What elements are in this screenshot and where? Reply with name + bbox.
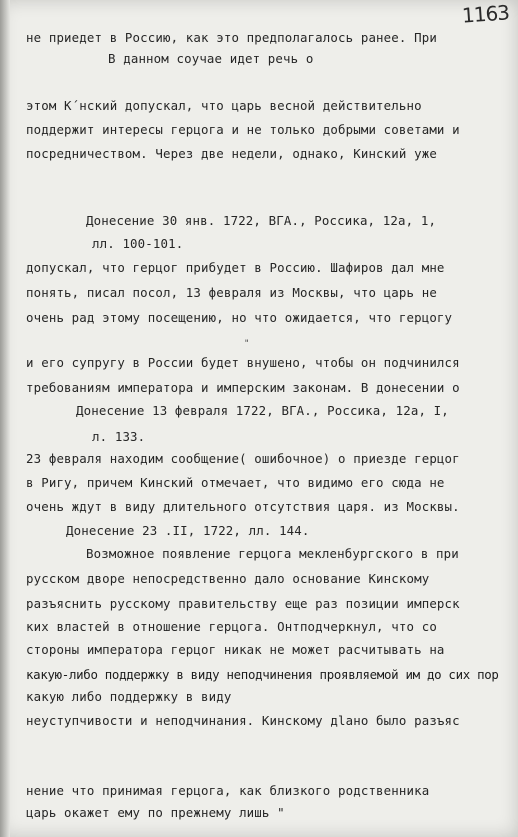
text-line: допускал, что герцог прибудет в Россию. Шафиров дал мне (26, 260, 445, 275)
folio-number: 1163 (461, 0, 510, 28)
footnote-line: л. 133. (92, 429, 146, 444)
footnote-line: Донесение 30 янв. 1722, ВГА., Россика, 12а, 1, (86, 213, 437, 228)
text-line: Возможное появление герцога мекленбургского в при (86, 546, 459, 561)
text-line: какую либо поддержку в виду (26, 689, 232, 704)
text-line: неуступчивости и неподчинания. Кинскому дlано было разъяс (26, 713, 460, 728)
overtyped-line: какую-либо поддержку в виду неподчинения проявляемой им до сих пор (26, 667, 499, 682)
text-line: этом К´нский допускал, что царь весной действительно (26, 98, 422, 113)
text-line: не приедет в Россию, как это предполагалось ранее. При (26, 30, 437, 45)
text-line: понять, писал посол, 13 февраля из Москвы, что царь не (26, 285, 437, 300)
text-line: нение что принимая герцога, как близкого родственника (26, 783, 430, 798)
footnote-line: Донесение 23 .II, 1722, лл. 144. (66, 523, 310, 538)
text-line: требованиям императора и имперским законам. В донесении о (26, 380, 460, 395)
text-line: русском дворе непосредственно дало основание Кинскому (26, 571, 430, 586)
text-line: очень ждут в виду длительного отсутствия царя. из Москвы. (26, 499, 460, 514)
text-line: 23 февраля находим сообщение( ошибочное) о приезде герцог (26, 451, 460, 466)
text-line: в Ригу, причем Кинский отмечает, что видимо его сюда не (26, 475, 445, 490)
stray-mark: " (244, 339, 250, 349)
text-line: В данном соучае идет речь о (108, 51, 314, 66)
scan-edge (0, 0, 10, 837)
footnote-line: лл. 100-101. (92, 236, 184, 251)
text-line: ких властей в отношение герцога. Онтподчеркнул, что со (26, 619, 437, 634)
text-line: царь окажет ему по прежнему лишь " (26, 805, 285, 820)
text-line: поддержит интересы герцога и не только добрыми советами и (26, 122, 460, 137)
text-line: разъяснить русскому правительству еще раз позиции имперск (26, 596, 460, 611)
text-line: и его супругу в России будет внушено, чтобы он подчинился (26, 355, 460, 370)
text-line: стороны императора герцог никак не может расчитывать на (26, 642, 445, 657)
text-line: посредничеством. Через две недели, однако, Кинский уже (26, 146, 437, 161)
footnote-line: Донесение 13 февраля 1722, ВГА., Россика, 12а, I, (76, 403, 449, 418)
text-line: очень рад этому посещению, но что ожидается, что герцогу (26, 310, 453, 325)
